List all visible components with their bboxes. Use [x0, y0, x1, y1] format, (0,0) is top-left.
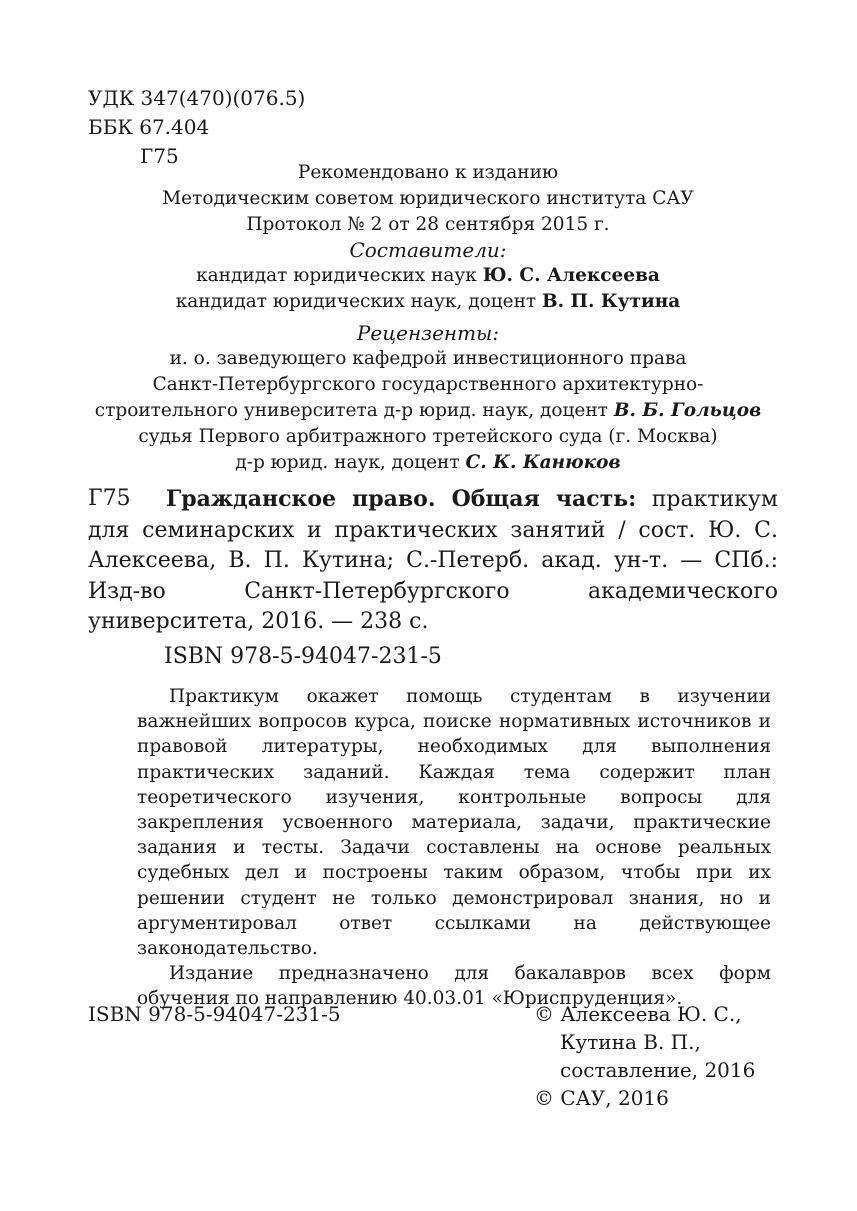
reviewer-1-line-1: и. о. заведующего кафедрой инвестиционного права: [169, 348, 687, 369]
reviewer-2-line-2: [60, 450, 796, 476]
compiler-1-title: кандидат юридических наук: [196, 265, 477, 286]
abstract-paragraph-2: Издание предназначено для бакалавров всех форм обучения по направлению 40.03.01 «Юриспруденция».: [137, 963, 771, 1010]
bbk-code: ББК 67.404: [88, 115, 210, 139]
recommendation-block: [60, 160, 796, 238]
abstract: [137, 684, 771, 1012]
recommendation-line-1: Рекомендовано к изданию: [297, 162, 559, 183]
book-title: Гражданское право. Общая часть:: [166, 486, 637, 512]
copyright-line-1: © Алексеева Ю. С.,: [534, 1002, 742, 1026]
copyright-line-3: составление, 2016: [560, 1058, 756, 1082]
compiler-2: [60, 289, 796, 315]
reviewers-block: [60, 320, 796, 476]
reviewer-2-position: д-р юрид. наук, доцент: [235, 452, 460, 473]
compiler-1-name: Ю. С. Алексеева: [482, 265, 660, 286]
reviewer-1-name: В. Б. Гольцов: [613, 400, 762, 421]
catalog-code: Г75: [88, 486, 131, 511]
catalog-record: [88, 484, 778, 638]
author-sign: Г75: [140, 144, 179, 168]
compiler-2-name: В. П. Кутина: [542, 291, 681, 312]
copyright-line-2: Кутина В. П.,: [560, 1030, 701, 1054]
compilers-block: [60, 237, 796, 315]
recommendation-line-2: Методическим советом юридического института САУ: [162, 188, 694, 209]
book-description: практикум для семинарских и практических занятий / сост. Ю. С. Алексеева, В. П. Кутина; С.-Петерб. акад. ун-т. — СПб.: Изд-во Санкт-Петербургского академического университета, 2016. — 238 с.: [88, 487, 778, 634]
udk-code: УДК 347(470)(076.5): [88, 86, 306, 110]
footer-isbn: ISBN 978-5-94047-231-5: [88, 1002, 341, 1026]
catalog-isbn: ISBN 978-5-94047-231-5: [164, 644, 442, 669]
reviewer-1-position: строительного университета д-р юрид. наук, доцент: [94, 400, 608, 421]
compiler-1: [60, 263, 796, 289]
catalog-text: [88, 484, 778, 638]
compilers-label: Составители:: [349, 238, 507, 262]
reviewer-1-line-2: Санкт-Петербургского государственного архитектурно-: [152, 374, 704, 395]
reviewer-2-line-1: судья Первого арбитражного третейского суда (г. Москва): [138, 426, 718, 447]
recommendation-line-3: Протокол № 2 от 28 сентября 2015 г.: [246, 214, 610, 235]
reviewer-1-line-3: [60, 398, 796, 424]
abstract-paragraph-1: Практикум окажет помощь студентам в изучении важнейших вопросов курса, поиске нормативных источников и правовой литературы, необходимых для выполнения практических заданий. Каждая тема содержит план теоретического изучения, контрольные вопросы для закрепления усвоенного материала, задачи, практические задания и тесты. Задачи составлены на основе реальных судебных дел и построены таким образом, чтобы при их решении студент не только демонстрировал знания, но и аргументировал ответ ссылками на действующее законодательство.: [137, 686, 771, 960]
classification-codes: [88, 84, 305, 171]
compiler-2-title: кандидат юридических наук, доцент: [175, 291, 537, 312]
copyright-block: [534, 1000, 755, 1112]
reviewers-label: Рецензенты:: [356, 321, 500, 345]
copyright-line-4: © САУ, 2016: [534, 1086, 669, 1110]
reviewer-2-name: С. К. Канюков: [465, 452, 621, 473]
